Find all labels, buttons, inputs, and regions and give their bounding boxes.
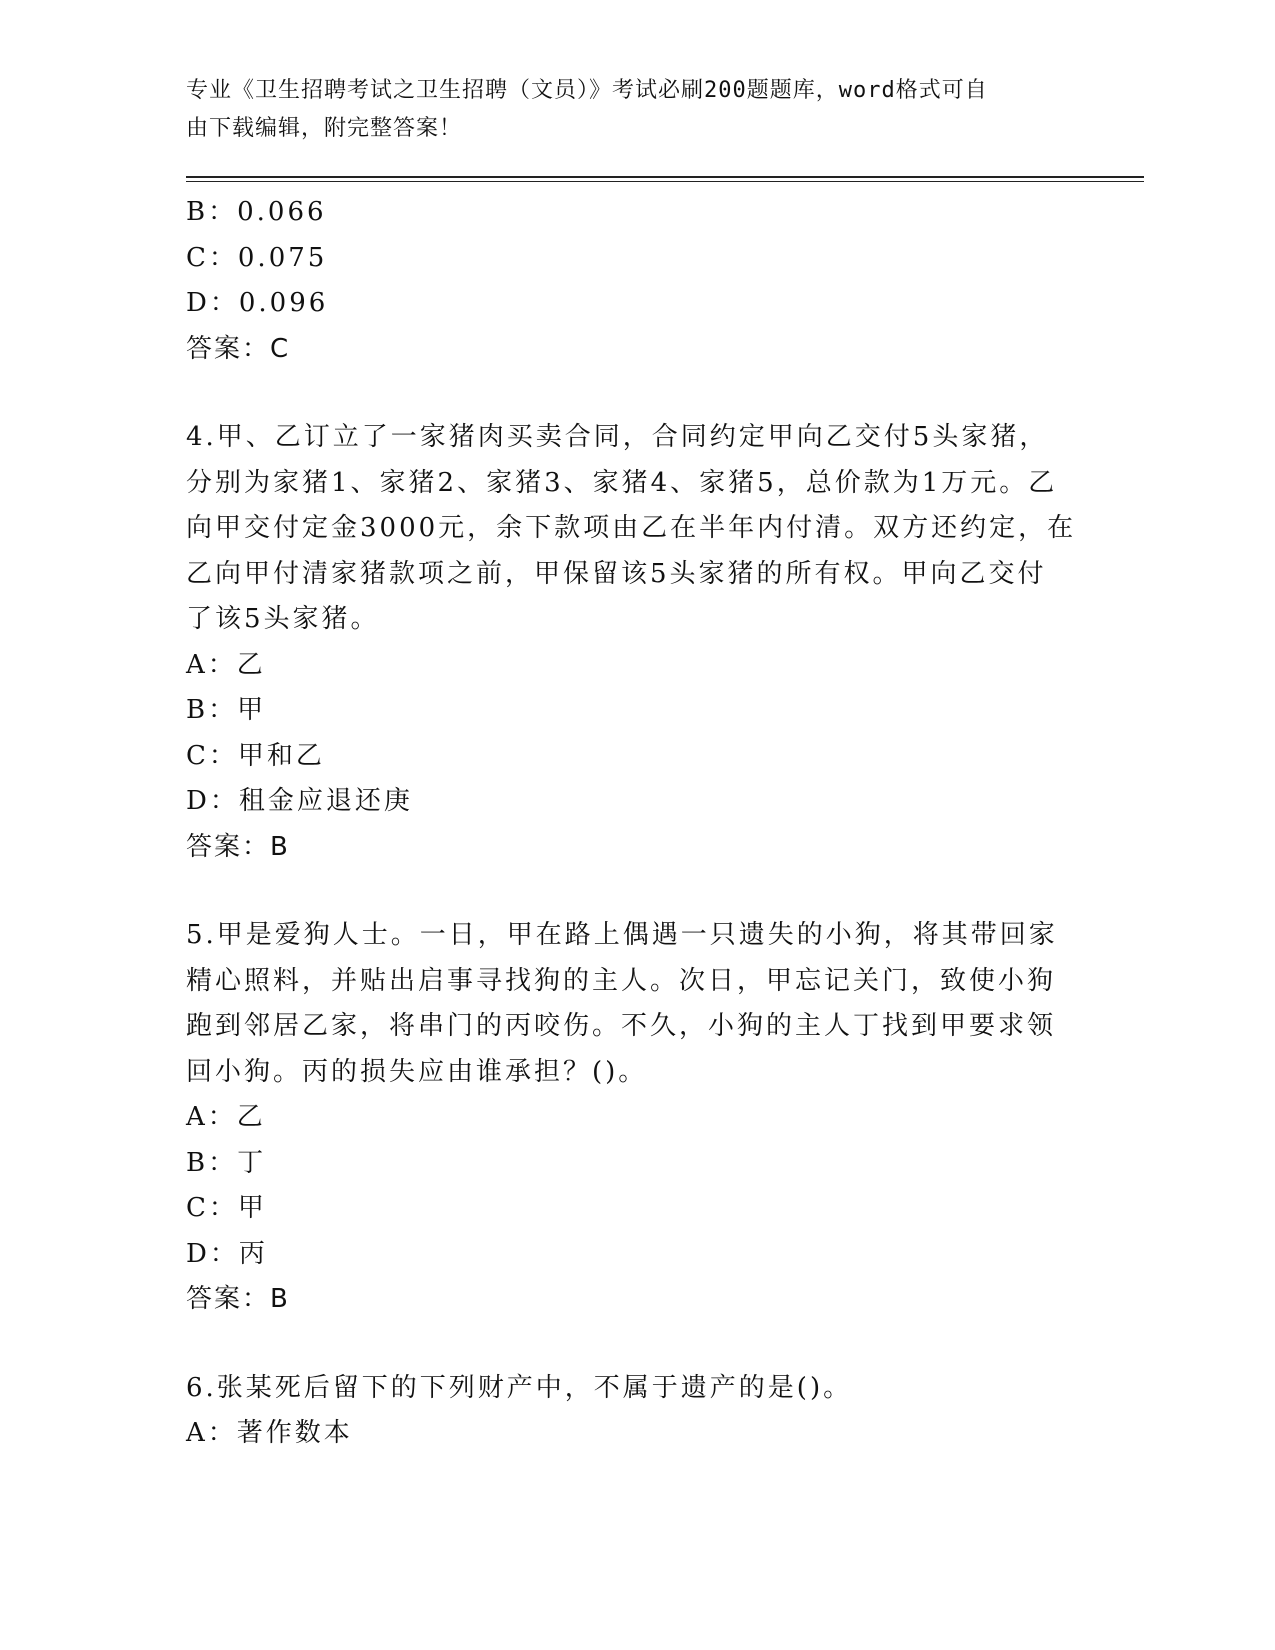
option-a: A：乙 [186,649,266,680]
option-a: A：乙 [186,1102,266,1132]
option-c: C：甲和乙 [186,740,325,771]
question-3-tail [186,190,1086,372]
header-title-line-2: 由下载编辑，附完整答案！ [186,116,463,141]
option-d: D：丙 [186,1238,268,1269]
question-stem-line: 回小狗。丙的损失应由谁承担？()。 [186,1056,648,1087]
option-b: B：甲 [186,695,267,725]
header-title-line-1: 专业《卫生招聘考试之卫生招聘（文员）》考试必刷200题题库，word格式可自 [186,78,988,103]
option-b: B：丁 [186,1147,267,1178]
question-stem-line: 精心照料，并贴出启事寻找狗的主人。次日，甲忘记关门，致使小狗 [186,965,1057,996]
header-divider [186,176,1144,182]
option-d: D：租金应退还庚 [186,786,413,816]
option-c: C：0.075 [186,242,328,273]
answer-line: 答案：B [186,1284,290,1314]
question-stem-line: 分别为家猪1、家猪2、家猪3、家猪4、家猪5，总价款为1万元。乙 [186,467,1058,498]
question-stem-line: 向甲交付定金3000元，余下款项由乙在半年内付清。双方还约定，在 [186,513,1077,543]
question-4 [186,415,1086,870]
question-6 [186,1366,1086,1457]
question-stem-line: 乙向甲付清家猪款项之前，甲保留该5头家猪的所有权。甲向乙交付 [186,558,1047,589]
question-stem-line: 5.甲是爱狗人士。一日，甲在路上偶遇一只遗失的小狗，将其带回家 [186,920,1058,950]
spacer [186,372,1086,415]
answer-line: 答案：B [186,831,290,862]
question-stem-line: 了该5头家猪。 [186,604,380,634]
question-list [186,190,1086,1457]
spacer [186,1323,1086,1366]
option-a: A：著作数本 [186,1418,353,1448]
question-stem-line: 跑到邻居乙家，将串门的丙咬伤。不久，小狗的主人丁找到甲要求领 [186,1011,1057,1041]
answer-line: 答案：C [186,333,291,364]
question-stem-line: 4.甲、乙订立了一家猪肉买卖合同，合同约定甲向乙交付5头家猪， [186,422,1049,452]
option-c: C：甲 [186,1193,267,1223]
document-header [186,72,1066,148]
option-d: D：0.096 [186,288,329,318]
question-stem-line: 6.张某死后留下的下列财产中，不属于遗产的是()。 [186,1372,853,1403]
spacer [186,870,1086,913]
question-5 [186,913,1086,1323]
option-b: B：0.066 [186,197,327,227]
